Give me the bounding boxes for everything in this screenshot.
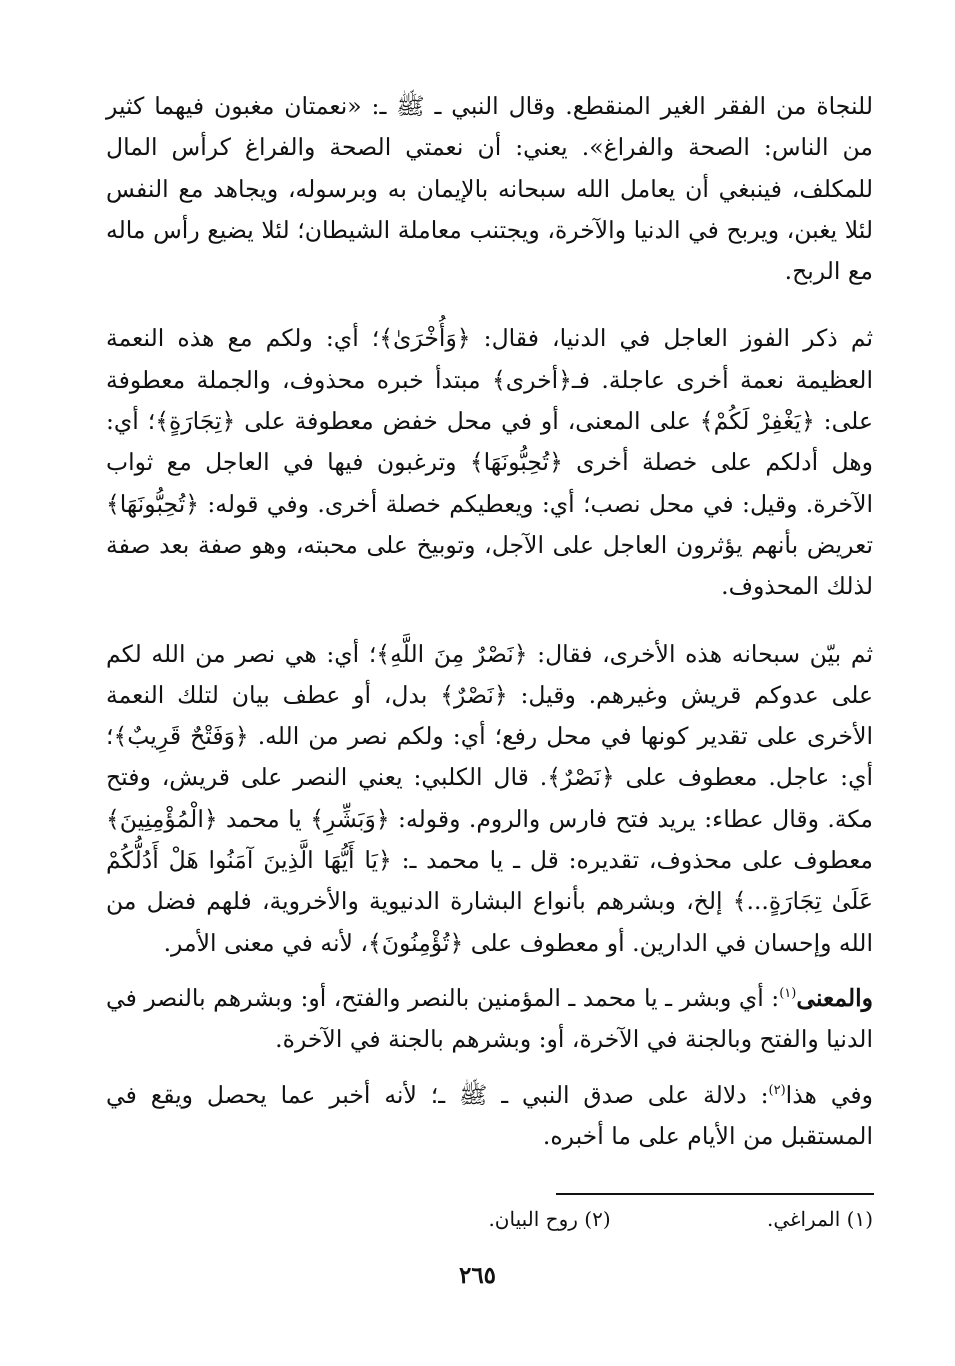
footnote-separator <box>556 1193 874 1195</box>
paragraph-4-text: : أي وبشر ـ يا محمد ـ المؤمنين بالنصر والفتح، أو: وبشرهم بالنصر في الدنيا والفتح وبالجنة في الآخرة، أو: وبشرهم بالجنة في الآخرة. <box>106 983 873 1054</box>
paragraph-1: للنجاة من الفقر الغير المنقطع. وقال النبي ـ ﷺ ـ: «نعمتان مغبون فيهما كثير من الناس: الصحة والفراغ». يعني: أن نعمتي الصحة والفراغ كرأس المال للمكلف، فينبغي أن يعامل الله سبحانه بالإيمان به وبرسوله، ويجاهد مع النفس لئلا يغبن، ويربح في الدنيا والآخرة، ويجتنب معاملة الشيطان؛ لئلا يضيع رأس ماله مع الربح. <box>106 92 873 286</box>
paragraph-2: ثم ذكر الفوز العاجل في الدنيا، فقال: ﴿وَأُخْرَىٰ﴾؛ أي: ولكم مع هذه النعمة العظيمة نعمة أخرى عاجلة. فـ﴿أخرى﴾ مبتدأ خبره محذوف، والجملة معطوفة على: ﴿يَغْفِرْ لَكُمْ﴾ على المعنى، أو في محل خفض معطوفة على ﴿تِجَارَةٍ﴾؛ أي: وهل أدلكم على خصلة أخرى ﴿تُحِبُّونَهَا﴾ وترغبون فيها في العاجل مع ثواب الآخرة. وقيل: في محل نصب؛ أي: ويعطيكم خصلة أخرى. وفي قوله: ﴿تُحِبُّونَهَا﴾ تعريض بأنهم يؤثرون العاجل على الآجل، وتوبيخ على محبته، وهو صفة بعد صفة لذلك المحذوف. <box>106 324 873 601</box>
paragraph-4 <box>106 978 873 1061</box>
paragraph-4-lead: والمعنى <box>796 983 873 1012</box>
paragraph-3: ثم بيّن سبحانه هذه الأخرى، فقال: ﴿نَصْرٌ مِنَ اللَّهِ﴾؛ أي: هي نصر من الله لكم على عدوكم قريش وغيرهم. وقيل: ﴿نَصْرٌ﴾ بدل، أو عطف بيان لتلك النعمة الأخرى على تقدير كونها في محل رفع؛ أي: ولكم نصر من الله. ﴿وَفَتْحٌ قَرِيبٌ﴾؛ أي: عاجل. معطوف على ﴿نَصْرٌ﴾. قال الكلبي: يعني النصر على قريش، وفتح مكة. وقال عطاء: يريد فتح فارس والروم. وقوله: ﴿وَبَشِّرِ﴾ يا محمد ﴿الْمُؤْمِنِينَ﴾ معطوف على محذوف، تقديره: قل ـ يا محمد ـ: ﴿يَا أَيُّهَا الَّذِينَ آمَنُوا هَلْ أَدُلُّكُمْ عَلَىٰ تِجَارَةٍ...﴾ إلخ، وبشرهم بأنواع البشارة الدنيوية والأخروية، فلهم فضل من الله وإحسان في الدارين. أو معطوف على ﴿تُؤْمِنُونَ﴾، لأنه في معنى الأمر. <box>106 639 873 957</box>
main-text <box>106 86 873 1157</box>
footnote-marker-2: (٢) <box>768 1082 786 1098</box>
paragraph-5-text: : دلالة على صدق النبي ـ ﷺ ـ؛ لأنه أخبر عما يحصل ويقع في المستقبل من الأيام على ما أخبره. <box>106 1080 873 1150</box>
footnote-2: (٢) روح البيان. <box>488 1207 611 1231</box>
paragraph-5 <box>106 1075 873 1158</box>
footnote-marker-1: (١) <box>779 986 797 1002</box>
paragraph-5-lead: وفي هذا <box>785 1080 873 1109</box>
footnote-1: (١) المراغي. <box>766 1207 873 1231</box>
footnotes <box>488 1207 873 1231</box>
page-number: ٢٦٥ <box>458 1262 497 1289</box>
